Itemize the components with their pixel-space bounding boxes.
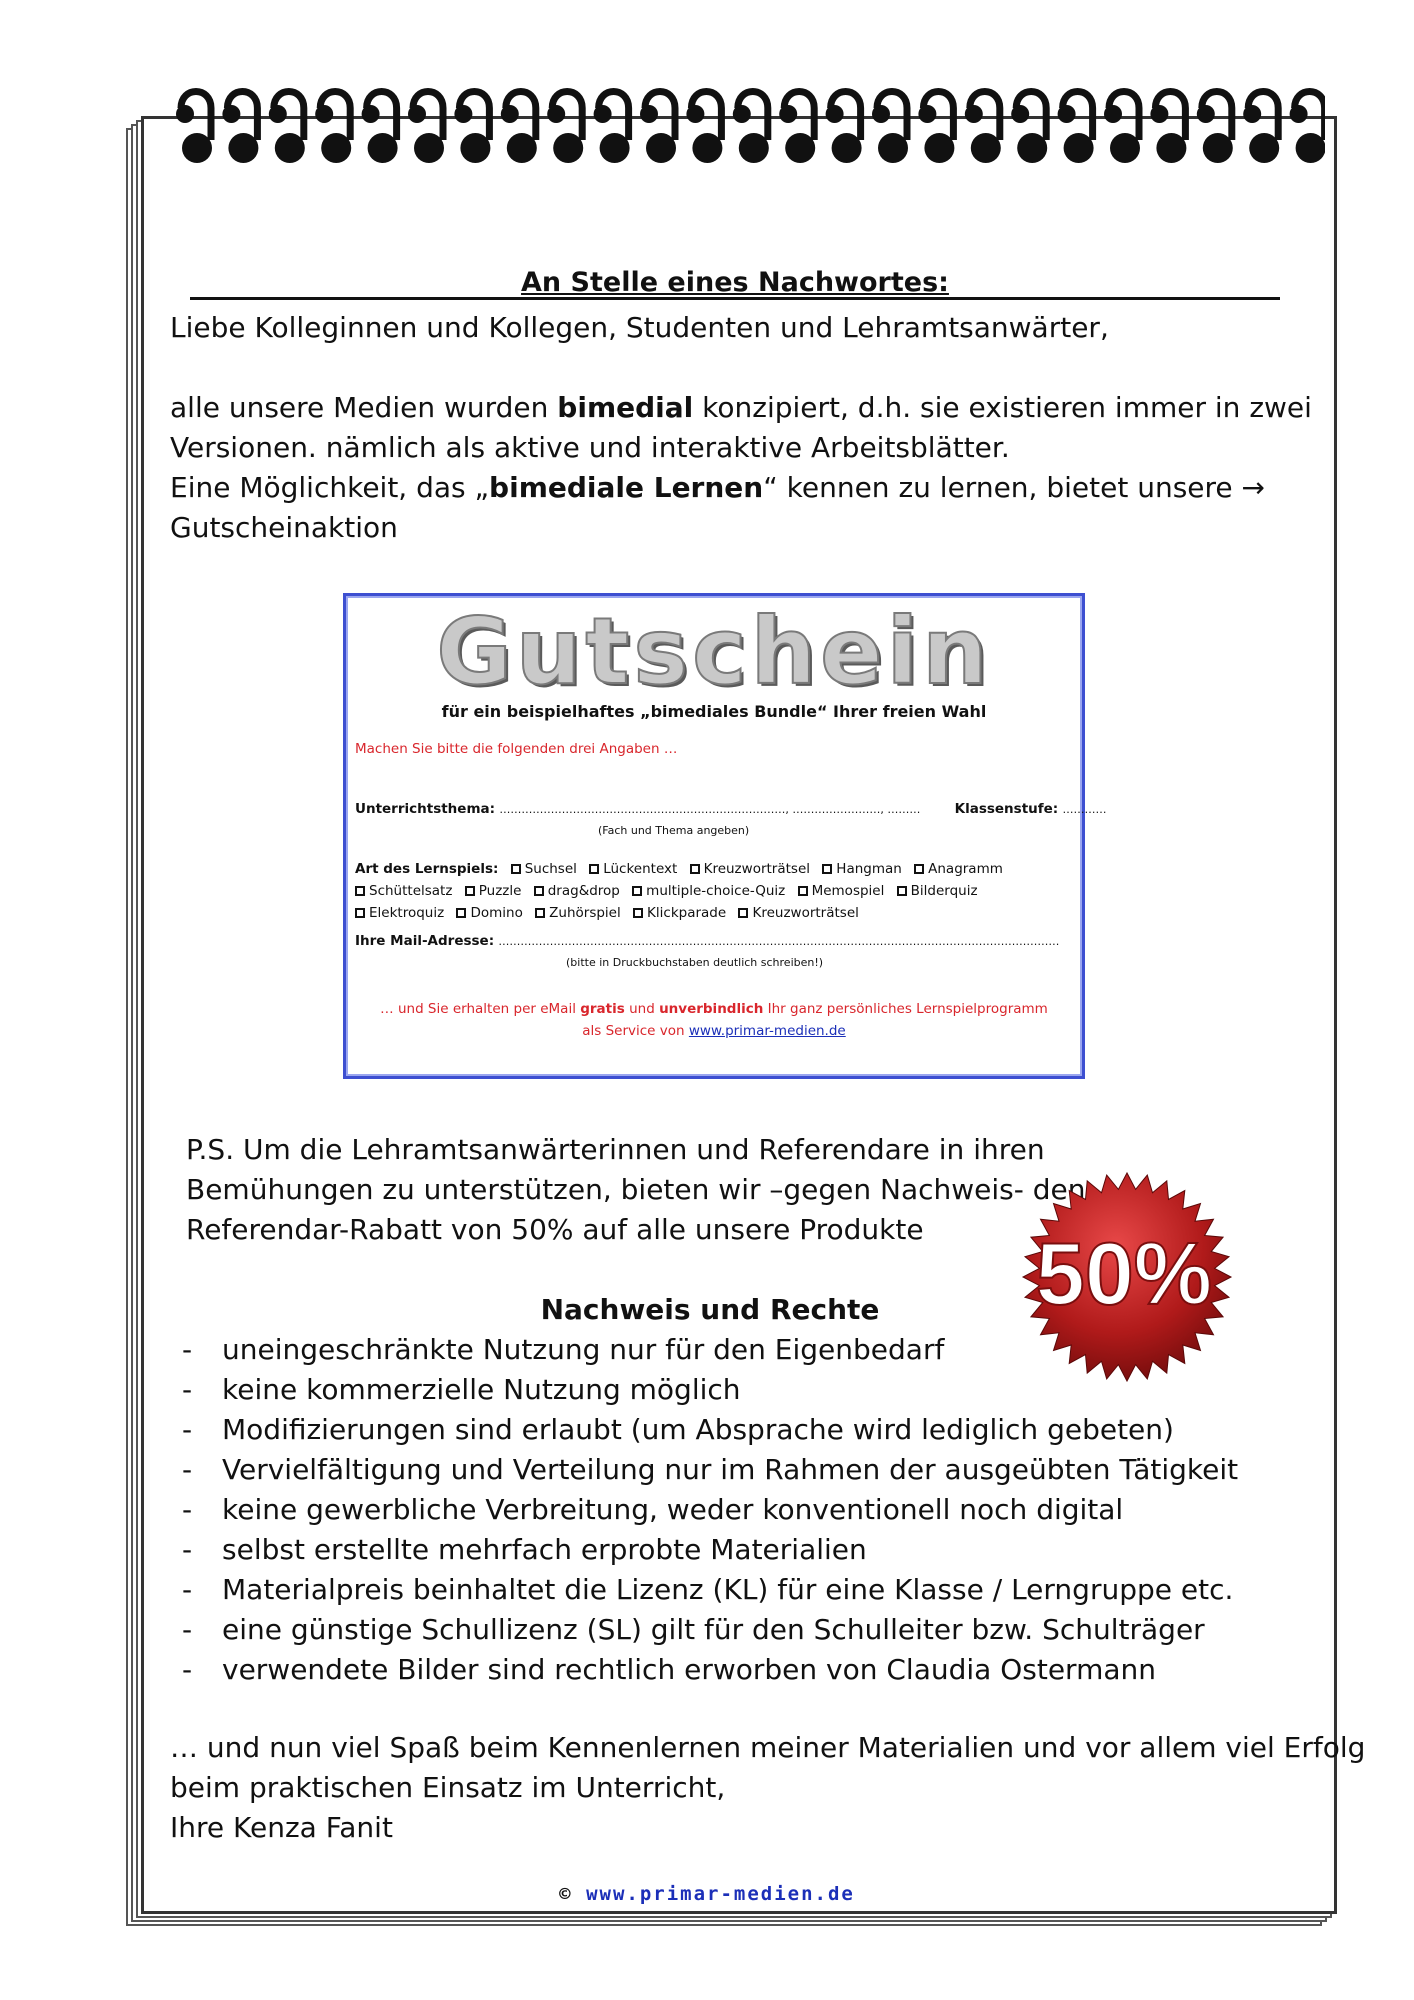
ps-line-1: P.S. Um die Lehramtsanwärterinnen und Referendare in ihren — [186, 1133, 1045, 1166]
spiral-ring — [269, 92, 305, 164]
spiral-ring — [408, 92, 444, 164]
spiral-ring — [454, 92, 490, 164]
option-checkbox[interactable]: Hangman — [814, 861, 902, 877]
voucher-options-row-3 — [355, 904, 859, 922]
spiral-binding — [165, 78, 1325, 178]
closing-signature: Ihre Kenza Fanit — [170, 1811, 393, 1844]
rights-heading: Nachweis und Rechte — [540, 1293, 880, 1326]
greeting: Liebe Kolleginnen und Kollegen, Studenten und Lehramtsanwärter, — [170, 311, 1109, 344]
spiral-ring — [1150, 92, 1186, 164]
intro-line-4: Gutscheinaktion — [170, 511, 398, 544]
spiral-ring — [547, 92, 583, 164]
spiral-ring — [872, 92, 908, 164]
title-rule — [190, 266, 1280, 300]
intro-line-1: alle unsere Medien wurden bimedial konzipiert, d.h. sie existieren immer in zwei — [170, 391, 1312, 424]
voucher-link[interactable]: www.primar-medien.de — [688, 1023, 846, 1039]
spiral-ring — [594, 92, 630, 164]
topic-hint: (Fach und Thema angeben) — [598, 824, 750, 837]
option-checkbox[interactable]: Zuhörspiel — [527, 905, 621, 921]
intro-line-3: Eine Möglichkeit, das „bimediale Lernen“ kennen zu lernen, bietet unsere → — [170, 471, 1265, 504]
grade-label: Klassenstufe: — [954, 801, 1059, 817]
spiral-ring — [362, 92, 398, 164]
closing-line-1: … und nun viel Spaß beim Kennenlernen meiner Materialien und vor allem viel Erfolg — [170, 1731, 1366, 1764]
spiral-ring — [501, 92, 537, 164]
spiral-ring — [1243, 92, 1279, 164]
mail-hint: (bitte in Druckbuchstaben deutlich schreiben!) — [566, 956, 824, 969]
mail-field[interactable]: ……………………………………………………………………………………………………………………………………… — [498, 935, 1060, 948]
page-footer — [0, 1883, 1414, 1905]
closing-line-2: beim praktischen Einsatz im Unterricht, — [170, 1771, 726, 1804]
list-item: - Vervielfältigung und Verteilung nur im Rahmen der ausgeübten Tätigkeit — [182, 1453, 1239, 1486]
voucher-footer-line-2: als Service von www.primar-medien.de — [582, 1023, 846, 1039]
spiral-ring — [1011, 92, 1047, 164]
option-checkbox[interactable]: Anagramm — [906, 861, 1003, 877]
list-item: - keine gewerbliche Verbreitung, weder konventionell noch digital — [182, 1493, 1124, 1526]
option-checkbox[interactable]: Klickparade — [625, 905, 726, 921]
list-item: - verwendete Bilder sind rechtlich erworben von Claudia Ostermann — [182, 1653, 1156, 1686]
badge-label: 50% — [1035, 1224, 1213, 1323]
option-checkbox[interactable]: Domino — [448, 905, 522, 921]
spiral-ring — [686, 92, 722, 164]
option-checkbox[interactable]: Kreuzworträtsel — [730, 905, 858, 921]
topic-label: Unterrichtsthema: — [355, 801, 496, 817]
voucher-subtitle: für ein beispielhaftes „bimediales Bundle“ Ihrer freien Wahl — [441, 702, 987, 721]
checkbox-icon — [535, 908, 545, 918]
option-checkbox[interactable]: Puzzle — [457, 883, 522, 899]
voucher-options-row-1 — [355, 860, 1003, 878]
spiral-ring — [1290, 92, 1325, 164]
spiral-ring — [176, 92, 212, 164]
spiral-ring — [640, 92, 676, 164]
spiral-ring — [826, 92, 862, 164]
checkbox-icon — [511, 864, 521, 874]
checkbox-icon — [456, 908, 466, 918]
option-checkbox[interactable]: Kreuzworträtsel — [682, 861, 810, 877]
ps-line-2: Bemühungen zu unterstützen, bieten wir –gegen Nachweis- den — [186, 1173, 1086, 1206]
voucher-topic-row — [355, 800, 1107, 819]
list-item: - uneingeschränkte Nutzung nur für den Eigenbedarf — [182, 1333, 945, 1366]
spiral-ring — [1058, 92, 1094, 164]
option-checkbox[interactable]: Schüttelsatz — [355, 883, 452, 899]
intro-line-2: Versionen. nämlich als aktive und interaktive Arbeitsblätter. — [170, 431, 1010, 464]
topic-field[interactable]: ……………………………………………………………………, ……………………, ……… — [499, 803, 921, 816]
option-checkbox[interactable]: Lückentext — [581, 861, 677, 877]
option-checkbox[interactable]: Memospiel — [790, 883, 885, 899]
spiral-ring — [965, 92, 1001, 164]
checkbox-icon — [633, 908, 643, 918]
voucher-card — [343, 593, 1107, 1079]
checkbox-icon — [355, 886, 365, 896]
copyright-symbol: © — [559, 1883, 573, 1905]
spiral-ring — [1104, 92, 1140, 164]
list-item: - Modifizierungen sind erlaubt (um Absprache wird lediglich gebeten) — [182, 1413, 1174, 1446]
spiral-ring — [1197, 92, 1233, 164]
rights-list — [170, 1330, 1280, 1690]
voucher-mail-row — [355, 932, 1059, 951]
mail-label: Ihre Mail-Adresse: — [355, 933, 495, 949]
checkbox-icon — [738, 908, 748, 918]
checkbox-icon — [534, 886, 544, 896]
list-item: - selbst erstellte mehrfach erprobte Materialien — [182, 1533, 867, 1566]
ps-line-3: Referendar-Rabatt von 50% auf alle unsere Produkte — [186, 1213, 924, 1246]
spiral-ring — [733, 92, 769, 164]
checkbox-icon — [355, 908, 365, 918]
voucher-heading: Gutschein — [436, 598, 992, 705]
voucher-footer-line-1: … und Sie erhalten per eMail gratis und unverbindlich Ihr ganz persönliches Lernspielprogramm — [380, 1001, 1048, 1017]
checkbox-icon — [914, 864, 924, 874]
voucher-options-row-2 — [355, 882, 978, 900]
grade-field[interactable]: ………… — [1062, 803, 1107, 816]
list-item: - Materialpreis beinhaltet die Lizenz (KL) für eine Klasse / Lerngruppe etc. — [182, 1573, 1234, 1606]
checkbox-icon — [632, 886, 642, 896]
list-item: - keine kommerzielle Nutzung möglich — [182, 1373, 741, 1406]
list-item: - eine günstige Schullizenz (SL) gilt für den Schulleiter bzw. Schulträger — [182, 1613, 1205, 1646]
spiral-ring — [779, 92, 815, 164]
voucher-instruction: Machen Sie bitte die folgenden drei Angaben … — [355, 741, 678, 757]
checkbox-icon — [822, 864, 832, 874]
checkbox-icon — [465, 886, 475, 896]
spiral-ring — [315, 92, 351, 164]
checkbox-icon — [690, 864, 700, 874]
checkbox-icon — [897, 886, 907, 896]
spiral-ring — [222, 92, 258, 164]
footer-link[interactable]: www.primar-medien.de — [586, 1883, 855, 1905]
page-title: An Stelle eines Nachwortes: — [521, 267, 949, 298]
checkbox-icon — [589, 864, 599, 874]
game-label: Art des Lernspiels: — [355, 861, 499, 877]
checkbox-icon — [798, 886, 808, 896]
option-checkbox[interactable]: Elektroquiz — [355, 905, 444, 921]
option-checkbox[interactable]: drag&drop — [526, 883, 620, 899]
option-checkbox[interactable]: multiple-choice-Quiz — [624, 883, 785, 899]
option-checkbox[interactable]: Suchsel — [503, 861, 577, 877]
spiral-ring — [918, 92, 954, 164]
option-checkbox[interactable]: Bilderquiz — [889, 883, 978, 899]
